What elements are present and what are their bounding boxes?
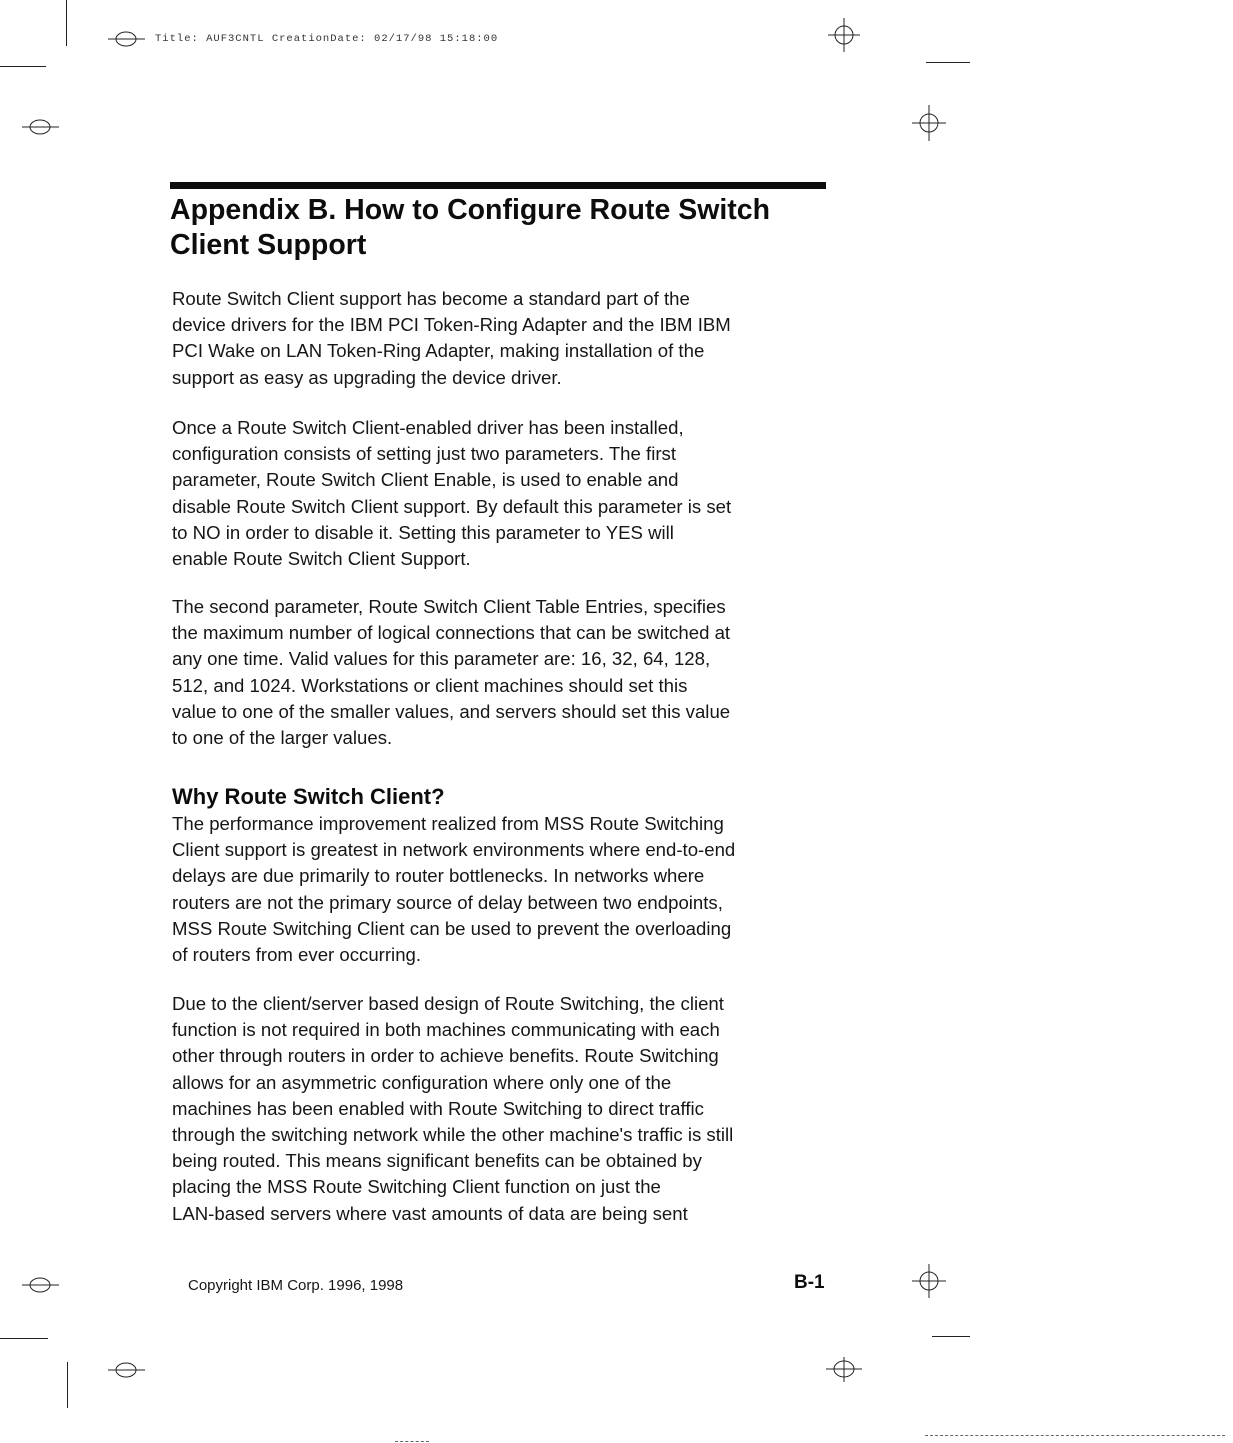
text-line: MSS Route Switching Client can be used to prevent the overloading <box>172 917 732 939</box>
scan-artifact-line <box>925 1435 1225 1436</box>
text-line: configuration consists of setting just two parameters. The first <box>172 443 676 465</box>
text-line: enable Route Switch Client Support. <box>172 548 471 570</box>
paragraph-performance <box>172 811 832 968</box>
crop-mark-top-left-vertical <box>66 0 67 46</box>
text-line: through the switching network while the other machine's traffic is still <box>172 1124 734 1146</box>
registration-target-icon <box>828 18 860 52</box>
text-line: placing the MSS Route Switching Client function on just the <box>172 1176 661 1198</box>
text-line: delays are due primarily to router bottlenecks. In networks where <box>172 865 705 887</box>
text-line: being routed. This means significant benefits can be obtained by <box>172 1150 702 1172</box>
paragraph-configuration <box>172 415 832 572</box>
text-line: device drivers for the IBM PCI Token-Ring Adapter and the IBM IBM <box>172 314 731 336</box>
registration-target-icon <box>22 1272 60 1298</box>
page-title <box>170 193 830 263</box>
crop-mark-top-left-horizontal <box>0 66 46 67</box>
crop-mark-bottom-left-vertical <box>67 1362 68 1408</box>
text-line: Route Switch Client support has become a standard part of the <box>172 288 690 309</box>
crop-mark-bottom-left-horizontal <box>0 1338 48 1339</box>
text-line: machines has been enabled with Route Switching to direct traffic <box>172 1097 704 1119</box>
text-line: to NO in order to disable it. Setting this parameter to YES will <box>172 521 674 543</box>
page-title-line: Appendix B. How to Configure Route Switch <box>170 194 771 226</box>
text-line: parameter, Route Switch Client Enable, is used to enable and <box>172 469 679 491</box>
registration-target-icon <box>22 114 60 140</box>
registration-target-icon <box>108 26 146 52</box>
paragraph-client-server <box>172 991 832 1227</box>
registration-target-icon <box>912 1264 946 1298</box>
text-line: any one time. Valid values for this parameter are: 16, 32, 64, 128, <box>172 648 711 670</box>
text-line: of routers from ever occurring. <box>172 944 422 966</box>
page-number: B-1 <box>794 1272 825 1293</box>
text-line: Client support is greatest in network environments where end-to-end <box>172 839 736 861</box>
text-line: routers are not the primary source of delay between two endpoints, <box>172 891 723 913</box>
text-line: value to one of the smaller values, and servers should set this value <box>172 700 731 722</box>
scan-artifact-line <box>395 1441 429 1442</box>
page-title-line: Client Support <box>170 229 367 261</box>
crop-mark-bottom-right-horizontal <box>932 1336 970 1337</box>
text-line: support as easy as upgrading the device driver. <box>172 366 562 388</box>
registration-target-icon <box>108 1357 146 1383</box>
text-line: The performance improvement realized from MSS Route Switching <box>172 813 724 834</box>
section-heading: Why Route Switch Client? <box>172 784 445 809</box>
text-line: the maximum number of logical connections that can be switched at <box>172 622 731 644</box>
paragraph-table-entries <box>172 594 832 751</box>
text-line: 512, and 1024. Workstations or client machines should set this <box>172 674 688 696</box>
text-line: LAN-based servers where vast amounts of data are being sent <box>172 1202 688 1224</box>
registration-target-icon <box>826 1354 862 1384</box>
text-line: PCI Wake on LAN Token-Ring Adapter, making installation of the <box>172 340 705 362</box>
copyright-notice: Copyright IBM Corp. 1996, 1998 <box>188 1277 404 1294</box>
paragraph-intro <box>172 286 832 391</box>
registration-target-icon <box>912 105 946 141</box>
text-line: The second parameter, Route Switch Client Table Entries, specifies <box>172 596 726 617</box>
text-line: disable Route Switch Client support. By default this parameter is set <box>172 495 732 517</box>
text-line: function is not required in both machines communicating with each <box>172 1019 720 1041</box>
text-line: allows for an asymmetric configuration where only one of the <box>172 1071 672 1093</box>
text-line: Once a Route Switch Client-enabled driver has been installed, <box>172 417 684 438</box>
text-line: other through routers in order to achieve benefits. Route Switching <box>172 1045 719 1067</box>
text-line: to one of the larger values. <box>172 727 393 749</box>
title-rule <box>170 182 826 189</box>
crop-mark-top-right-horizontal <box>926 62 970 63</box>
text-line: Due to the client/server based design of Route Switching, the client <box>172 993 724 1014</box>
print-metadata: Title: AUF3CNTL CreationDate: 02/17/98 15:18:00 <box>155 33 499 45</box>
